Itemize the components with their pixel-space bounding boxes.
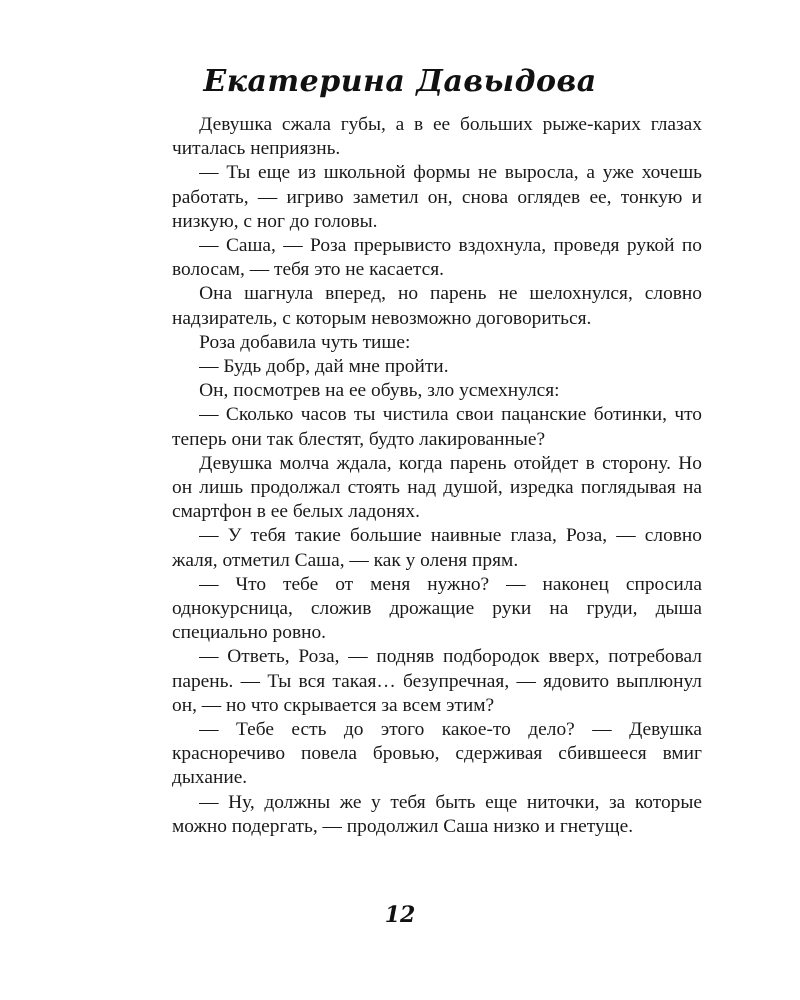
paragraph: — Будь добр, дай мне пройти. xyxy=(199,356,449,378)
paragraph: — Что тебе от меня нужно? — наконец спросила однокурсница, сложив дрожащие руки на груди, дыша специально ровно. xyxy=(172,573,702,644)
paragraph: — Саша, — Роза прерывисто вздохнула, проведя рукой по волосам, — тебя это не касается. xyxy=(172,235,702,281)
paragraph: — Ответь, Роза, — подняв подбородок вверх, потребовал парень. — Ты вся такая… безупречная, — ядовито выплюнул он, — но что скрывается за всем этим? xyxy=(172,646,702,716)
paragraph: — Сколько часов ты чистила свои пацанские ботинки, что теперь они так блестят, будто лакированные? xyxy=(172,404,702,450)
paragraph: Девушка молча ждала, когда парень отойдет в сторону. Но он лишь продолжал стоять над душой, изредка поглядывая на смартфон в ее белых ладонях. xyxy=(172,452,702,523)
paragraph: Он, посмотрев на ее обувь, зло усмехнулся: xyxy=(199,380,560,402)
paragraph: — Ну, должны же у тебя быть еще ниточки, за которые можно подергать, — продолжил Саша низко и гнетуще. xyxy=(172,791,702,837)
paragraph: — Ты еще из школьной формы не выросла, а уже хочешь работать, — игриво заметил он, снова оглядев ее, тонкую и низкую, с ног до головы. xyxy=(172,162,702,232)
paragraph: Роза добавила чуть тише: xyxy=(199,331,411,353)
running-header-author: Екатерина Давыдова xyxy=(203,64,597,99)
paragraph: — У тебя такие большие наивные глаза, Роза, — словно жаля, отметил Саша, — как у оленя прям. xyxy=(172,525,702,571)
paragraph: Девушка сжала губы, а в ее больших рыже-карих глазах читалась неприязнь. xyxy=(172,114,702,160)
page-number: 12 xyxy=(384,902,416,928)
paragraph: — Тебе есть до этого какое-то дело? — Девушка красноречиво повела бровью, сдерживая сбившееся вмиг дыхание. xyxy=(172,719,702,789)
paragraph: Она шагнула вперед, но парень не шелохнулся, словно надзиратель, с которым невозможно договориться. xyxy=(172,283,702,329)
page-body-text xyxy=(172,113,702,839)
